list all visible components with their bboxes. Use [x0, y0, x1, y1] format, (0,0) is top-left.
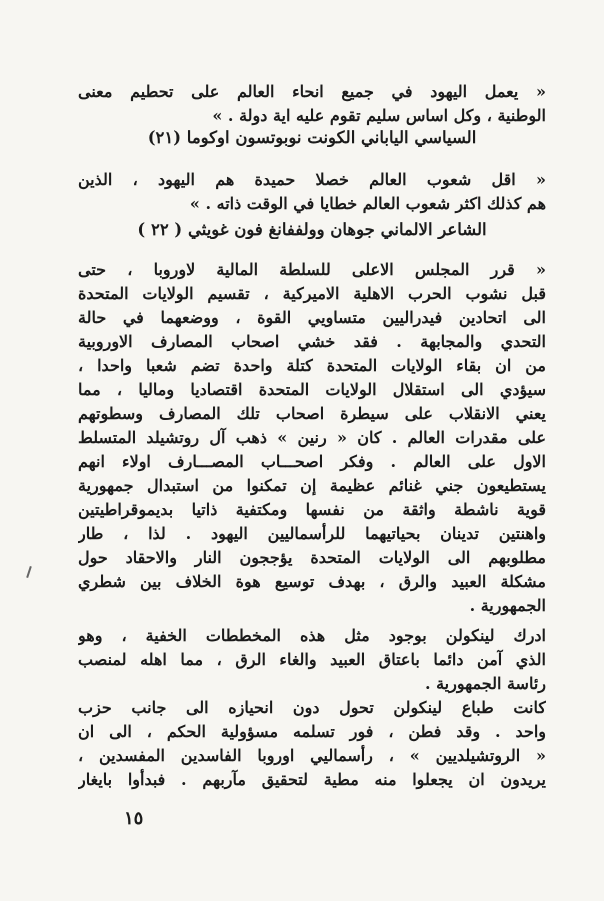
text-line: الوطنية ، وكل اساس سليم تقوم عليه اية دولة . » — [212, 106, 546, 125]
text-line: الى اتحادين فيدراليين متساويي القوة ، ووضعهما في حالة — [78, 308, 546, 327]
attribution-heading-1: السياسي الياباني الكونت نوبوتسون اوكوما (٢١) — [147, 128, 477, 147]
text-line: رئاسة الجمهورية . — [424, 674, 546, 693]
text-line: يستطيعون جني غنائم عظيمة إن تمكنوا من استبدال جمهورية — [78, 476, 546, 495]
text-line: قبل نشوب الحرب الاهلية الاميركية ، تقسيم الولايات المتحدة — [78, 284, 546, 303]
text-line: مشكلة العبيد والرق ، بهدف توسيع هوة الخلاف بين شطري — [78, 572, 546, 591]
quote-paragraph-1 — [78, 80, 546, 128]
text-line: الجمهورية . — [469, 596, 546, 615]
quote-paragraph-2 — [78, 168, 546, 216]
scan-speck — [26, 566, 32, 578]
body-paragraph-5 — [78, 696, 546, 792]
text-line: يعني الانقلاب على سيطرة اصحاب تلك المصارف وسطوتهم — [78, 404, 546, 423]
text-line: كانت طباع لينكولن تحول دون انحيازه الى جانب حزب — [78, 698, 546, 717]
quote-paragraph-3 — [78, 258, 546, 618]
text-line: « يعمل اليهود في جميع انحاء العالم على تحطيم معنى — [78, 82, 546, 101]
text-line: واحد . وقد فطن ، فور تسلمه مسؤولية الحكم ، الى ان — [78, 722, 546, 741]
text-line: يريدون ان يجعلوا منه مطية لتحقيق مآربهم . فبدأوا بايغار — [78, 770, 546, 789]
page-number: ١٥ — [124, 808, 144, 829]
attribution-heading-2: الشاعر الالماني جوهان وولففانغ فون غويثي ( ٢٢ ) — [137, 220, 487, 239]
text-line: على مقدرات العالم . كان « رنين » ذهب آل روتشيلد المتسلط — [78, 428, 546, 447]
text-line: ادرك لينكولن بوجود مثل هذه المخططات الخفية ، وهو — [78, 626, 546, 645]
text-line: مطلوبهم الى الولايات المتحدة يؤججون النار والاحقاد حول — [78, 548, 546, 567]
text-line: « اقل شعوب العالم خصلا حميدة هم اليهود ، الذين — [78, 170, 546, 189]
text-line: سيؤدي الى استقلال الولايات المتحدة اقتصاديا وماليا ، مما — [78, 380, 546, 399]
text-line: التحدي والمجابهة . فقد خشي اصحاب المصارف الاوروبية — [78, 332, 546, 351]
text-line: من ان بقاء الولايات المتحدة كتلة واحدة تضم شعبا واحدا ، — [78, 356, 546, 375]
body-paragraph-4 — [78, 624, 546, 696]
text-line: الاول على العالم . وفكر اصحـــاب المصـــارف اولاء انهم — [78, 452, 546, 471]
text-line: قوية ناشطة واثقة من نفسها ومكتفية ذاتيا بديموقراطيتين — [78, 500, 546, 519]
text-line: الذي آمن دائما باعتاق العبيد والغاء الرق ، مما اهله لمنصب — [78, 650, 546, 669]
text-line: هم كذلك اكثر شعوب العالم خطايا في الوقت ذاته . » — [189, 194, 546, 213]
text-line: واهنتين تدينان بحياتيهما للرأسماليين اليهود . لذا ، طار — [78, 524, 546, 543]
text-line: « قرر المجلس الاعلى للسلطة المالية لاوروبا ، حتى — [78, 260, 546, 279]
text-line: « الروتشيلديين » ، رأسماليي اوروبا الفاسدين المفسدين ، — [78, 746, 546, 765]
